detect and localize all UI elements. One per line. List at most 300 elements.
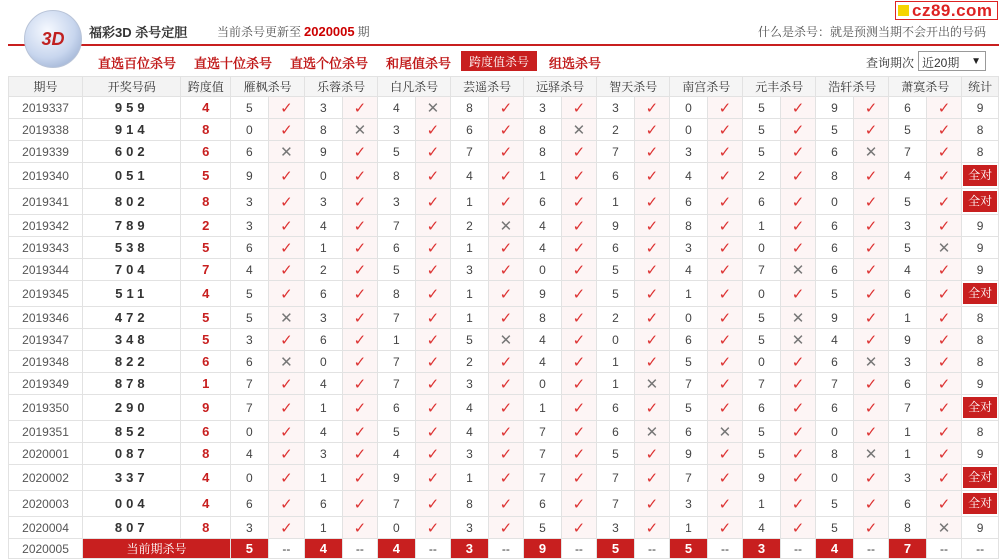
- check-mark-icon: ✓: [415, 491, 451, 517]
- kill-number-cell: 4: [378, 443, 416, 465]
- current-kill-number: 7: [889, 539, 927, 559]
- current-kill-number: 3: [451, 539, 489, 559]
- current-kill-number: 9: [524, 539, 562, 559]
- kill-number-cell: 9: [378, 465, 416, 491]
- check-mark-icon: ✓: [853, 189, 889, 215]
- check-mark-icon: ✓: [853, 465, 889, 491]
- table-row: [9, 237, 999, 259]
- check-mark-icon: ✓: [634, 517, 670, 539]
- issue-cell: 2019337: [9, 97, 83, 119]
- kill-number-cell: 8: [889, 517, 927, 539]
- check-mark-icon: ✓: [268, 517, 305, 539]
- check-mark-icon: ✓: [853, 329, 889, 351]
- check-mark-icon: ✓: [926, 421, 962, 443]
- check-mark-icon: ✓: [707, 215, 743, 237]
- kill-number-cell: 3: [305, 189, 343, 215]
- kill-number-cell: 5: [743, 443, 781, 465]
- query-period-value: 近20期: [922, 56, 960, 70]
- check-mark-icon: ✓: [561, 97, 597, 119]
- check-mark-icon: ✓: [853, 491, 889, 517]
- kill-number-cell: 6: [816, 351, 854, 373]
- draw-number-cell: 337: [83, 465, 181, 491]
- check-mark-icon: ✓: [415, 237, 451, 259]
- check-mark-icon: ✓: [634, 215, 670, 237]
- cross-mark-icon: ✕: [342, 119, 378, 141]
- check-mark-icon: ✓: [561, 491, 597, 517]
- check-mark-icon: ✓: [853, 97, 889, 119]
- kill-number-cell: 3: [305, 307, 343, 329]
- check-mark-icon: ✓: [488, 119, 524, 141]
- check-mark-icon: ✓: [488, 281, 524, 307]
- check-mark-icon: ✓: [707, 141, 743, 163]
- check-mark-icon: ✓: [415, 351, 451, 373]
- kill-number-cell: 3: [231, 517, 269, 539]
- kill-number-cell: 1: [305, 465, 343, 491]
- issue-cell: 2020003: [9, 491, 83, 517]
- table-header-row: [9, 77, 999, 97]
- current-kill-number: 4: [816, 539, 854, 559]
- check-mark-icon: ✓: [634, 119, 670, 141]
- kill-number-cell: 0: [743, 281, 781, 307]
- check-mark-icon: ✓: [415, 189, 451, 215]
- stat-cell: 8: [962, 307, 999, 329]
- issue-cell: 2019342: [9, 215, 83, 237]
- tab-hundreds-kill[interactable]: 直选百位杀号: [98, 56, 177, 71]
- draw-number-cell: 004: [83, 491, 181, 517]
- cross-mark-icon: ✕: [707, 421, 743, 443]
- kill-number-cell: 6: [305, 491, 343, 517]
- draw-number-cell: 852: [83, 421, 181, 443]
- tab-units-kill[interactable]: 直选个位杀号: [290, 56, 369, 71]
- kill-number-cell: 8: [451, 97, 489, 119]
- kill-number-cell: 7: [597, 491, 635, 517]
- check-mark-icon: ✓: [926, 163, 962, 189]
- kill-number-cell: 8: [816, 163, 854, 189]
- col-expert: 浩轩杀号: [816, 77, 889, 97]
- cross-mark-icon: ✕: [268, 307, 305, 329]
- col-expert: 萧寞杀号: [889, 77, 962, 97]
- stat-cell: [962, 395, 999, 421]
- check-mark-icon: ✓: [488, 351, 524, 373]
- check-mark-icon: ✓: [561, 351, 597, 373]
- table-row: [9, 141, 999, 163]
- table-row: [9, 329, 999, 351]
- span-value-cell: 5: [181, 163, 231, 189]
- kill-number-cell: 5: [231, 97, 269, 119]
- kill-number-cell: 4: [305, 373, 343, 395]
- stat-cell: 9: [962, 97, 999, 119]
- pending-result: --: [926, 539, 962, 559]
- stat-cell: 9: [962, 373, 999, 395]
- check-mark-icon: ✓: [268, 443, 305, 465]
- kill-number-cell: 1: [451, 307, 489, 329]
- pending-result: --: [488, 539, 524, 559]
- kill-number-cell: 5: [889, 237, 927, 259]
- check-mark-icon: ✓: [268, 189, 305, 215]
- logo-text: 3D: [41, 28, 65, 49]
- check-mark-icon: ✓: [415, 517, 451, 539]
- kill-number-cell: 5: [670, 395, 708, 421]
- table-row: [9, 443, 999, 465]
- check-mark-icon: ✓: [707, 237, 743, 259]
- check-mark-icon: ✓: [415, 421, 451, 443]
- check-mark-icon: ✓: [707, 373, 743, 395]
- tab-sum-tail-kill[interactable]: 和尾值杀号: [386, 56, 452, 71]
- span-value-cell: 8: [181, 443, 231, 465]
- stat-cell: 8: [962, 119, 999, 141]
- check-mark-icon: ✓: [415, 307, 451, 329]
- kill-number-cell: 6: [231, 351, 269, 373]
- all-correct-badge[interactable]: 全对: [963, 283, 997, 304]
- kill-number-cell: 6: [378, 237, 416, 259]
- stat-cell: 8: [962, 329, 999, 351]
- pending-result: --: [707, 539, 743, 559]
- kill-number-cell: 5: [597, 281, 635, 307]
- issue-cell: 2019340: [9, 163, 83, 189]
- span-value-cell: 7: [181, 259, 231, 281]
- kill-number-cell: 4: [231, 259, 269, 281]
- stat-cell: 8: [962, 351, 999, 373]
- kill-number-cell: 2: [743, 163, 781, 189]
- check-mark-icon: ✓: [707, 163, 743, 189]
- kill-number-cell: 6: [231, 491, 269, 517]
- check-mark-icon: ✓: [780, 141, 816, 163]
- span-value-cell: 8: [181, 189, 231, 215]
- col-draw: 开奖号码: [83, 77, 181, 97]
- kill-number-cell: 1: [597, 373, 635, 395]
- current-issue-cell: 2020005: [9, 539, 83, 559]
- kill-number-cell: 1: [670, 281, 708, 307]
- check-mark-icon: ✓: [415, 329, 451, 351]
- draw-number-cell: 789: [83, 215, 181, 237]
- kill-number-cell: 8: [524, 119, 562, 141]
- check-mark-icon: ✓: [268, 281, 305, 307]
- col-expert: 远驿杀号: [524, 77, 597, 97]
- draw-number-cell: 538: [83, 237, 181, 259]
- all-correct-badge[interactable]: 全对: [963, 493, 997, 514]
- kill-number-cell: 7: [231, 395, 269, 421]
- kill-number-cell: 3: [231, 329, 269, 351]
- kill-number-cell: 8: [451, 491, 489, 517]
- check-mark-icon: ✓: [634, 395, 670, 421]
- kill-number-cell: 8: [378, 281, 416, 307]
- check-mark-icon: ✓: [780, 517, 816, 539]
- site-logo[interactable]: [24, 10, 82, 68]
- kill-number-cell: 3: [524, 97, 562, 119]
- kill-number-cell: 3: [378, 119, 416, 141]
- kill-number-cell: 1: [889, 421, 927, 443]
- current-stat-cell: --: [962, 539, 999, 559]
- kill-number-cell: 5: [378, 141, 416, 163]
- kill-number-cell: 6: [451, 119, 489, 141]
- stat-cell: [962, 189, 999, 215]
- kill-number-cell: 9: [816, 307, 854, 329]
- check-mark-icon: ✓: [342, 421, 378, 443]
- kill-number-cell: 3: [305, 443, 343, 465]
- cross-mark-icon: ✕: [561, 119, 597, 141]
- pending-result: --: [415, 539, 451, 559]
- check-mark-icon: ✓: [634, 97, 670, 119]
- kill-number-cell: 6: [231, 237, 269, 259]
- check-mark-icon: ✓: [707, 119, 743, 141]
- kill-number-cell: 0: [305, 351, 343, 373]
- check-mark-icon: ✓: [634, 163, 670, 189]
- all-correct-badge[interactable]: 全对: [963, 165, 997, 186]
- kill-number-cell: 6: [597, 421, 635, 443]
- kill-number-cell: 0: [670, 97, 708, 119]
- kill-number-cell: 7: [670, 373, 708, 395]
- draw-number-cell: 087: [83, 443, 181, 465]
- check-mark-icon: ✓: [853, 517, 889, 539]
- draw-number-cell: 878: [83, 373, 181, 395]
- kill-number-cell: 0: [670, 119, 708, 141]
- check-mark-icon: ✓: [342, 141, 378, 163]
- check-mark-icon: ✓: [268, 491, 305, 517]
- kill-number-cell: 0: [816, 465, 854, 491]
- check-mark-icon: ✓: [707, 351, 743, 373]
- check-mark-icon: ✓: [926, 395, 962, 421]
- kill-number-cell: 3: [597, 517, 635, 539]
- kill-number-cell: 5: [743, 141, 781, 163]
- kill-number-cell: 6: [524, 491, 562, 517]
- kill-number-cell: 4: [451, 421, 489, 443]
- span-value-cell: 1: [181, 373, 231, 395]
- kill-number-cell: 6: [816, 237, 854, 259]
- kill-number-cell: 5: [231, 307, 269, 329]
- span-value-cell: 2: [181, 215, 231, 237]
- kill-number-cell: 5: [378, 259, 416, 281]
- check-mark-icon: ✓: [488, 395, 524, 421]
- kill-number-cell: 4: [451, 163, 489, 189]
- check-mark-icon: ✓: [268, 395, 305, 421]
- issue-cell: 2019345: [9, 281, 83, 307]
- check-mark-icon: ✓: [853, 421, 889, 443]
- check-mark-icon: ✓: [268, 373, 305, 395]
- issue-cell: 2019338: [9, 119, 83, 141]
- table-row: [9, 97, 999, 119]
- check-mark-icon: ✓: [488, 237, 524, 259]
- kill-number-cell: 0: [816, 189, 854, 215]
- kill-number-cell: 6: [597, 395, 635, 421]
- draw-number-cell: 704: [83, 259, 181, 281]
- check-mark-icon: ✓: [926, 491, 962, 517]
- kill-number-cell: 7: [670, 465, 708, 491]
- check-mark-icon: ✓: [634, 443, 670, 465]
- kill-number-cell: 0: [743, 237, 781, 259]
- kill-number-cell: 6: [816, 395, 854, 421]
- table-row: [9, 281, 999, 307]
- check-mark-icon: ✓: [853, 163, 889, 189]
- current-kill-number: 4: [378, 539, 416, 559]
- check-mark-icon: ✓: [634, 281, 670, 307]
- col-expert: 元丰杀号: [743, 77, 816, 97]
- table-row: [9, 163, 999, 189]
- cross-mark-icon: ✕: [853, 351, 889, 373]
- current-kill-label: 当前期杀号: [83, 539, 231, 559]
- check-mark-icon: ✓: [561, 395, 597, 421]
- kill-number-cell: 3: [451, 443, 489, 465]
- kill-number-cell: 2: [597, 119, 635, 141]
- kill-number-cell: 0: [597, 329, 635, 351]
- check-mark-icon: ✓: [780, 189, 816, 215]
- kill-number-cell: 1: [305, 517, 343, 539]
- check-mark-icon: ✓: [488, 307, 524, 329]
- check-mark-icon: ✓: [415, 465, 451, 491]
- check-mark-icon: ✓: [853, 259, 889, 281]
- kill-number-cell: 6: [816, 141, 854, 163]
- check-mark-icon: ✓: [488, 421, 524, 443]
- check-mark-icon: ✓: [342, 351, 378, 373]
- check-mark-icon: ✓: [561, 259, 597, 281]
- table-row: [9, 491, 999, 517]
- col-expert: 芸遥杀号: [451, 77, 524, 97]
- check-mark-icon: ✓: [780, 373, 816, 395]
- kill-number-cell: 3: [597, 97, 635, 119]
- check-mark-icon: ✓: [268, 119, 305, 141]
- kill-number-cell: 9: [597, 215, 635, 237]
- kill-number-cell: 0: [670, 307, 708, 329]
- kill-number-cell: 1: [451, 281, 489, 307]
- check-mark-icon: ✓: [926, 465, 962, 491]
- kill-number-cell: 8: [670, 215, 708, 237]
- kill-number-cell: 5: [524, 517, 562, 539]
- kill-number-cell: 4: [889, 163, 927, 189]
- kill-number-cell: 1: [743, 215, 781, 237]
- draw-number-cell: 807: [83, 517, 181, 539]
- issue-cell: 2019347: [9, 329, 83, 351]
- cross-mark-icon: ✕: [780, 307, 816, 329]
- check-mark-icon: ✓: [415, 215, 451, 237]
- all-correct-badge[interactable]: 全对: [963, 397, 997, 418]
- check-mark-icon: ✓: [415, 281, 451, 307]
- stat-cell: [962, 491, 999, 517]
- check-mark-icon: ✓: [634, 237, 670, 259]
- current-kill-number: 5: [597, 539, 635, 559]
- kill-number-cell: 4: [524, 351, 562, 373]
- kill-number-cell: 4: [231, 443, 269, 465]
- check-mark-icon: ✓: [268, 465, 305, 491]
- kill-number-cell: 5: [743, 421, 781, 443]
- kill-number-cell: 6: [670, 421, 708, 443]
- tab-group-kill[interactable]: 组选杀号: [549, 56, 602, 71]
- cross-mark-icon: ✕: [634, 373, 670, 395]
- span-value-cell: 5: [181, 307, 231, 329]
- kill-number-cell: 1: [451, 465, 489, 491]
- check-mark-icon: ✓: [780, 465, 816, 491]
- span-value-cell: 4: [181, 97, 231, 119]
- check-mark-icon: ✓: [342, 307, 378, 329]
- kill-number-cell: 7: [524, 421, 562, 443]
- kill-number-cell: 0: [231, 119, 269, 141]
- kill-number-cell: 5: [816, 281, 854, 307]
- check-mark-icon: ✓: [634, 259, 670, 281]
- current-issue-row: [9, 539, 999, 559]
- kill-number-cell: 6: [597, 163, 635, 189]
- cross-mark-icon: ✕: [415, 97, 451, 119]
- check-mark-icon: ✓: [634, 307, 670, 329]
- check-mark-icon: ✓: [488, 373, 524, 395]
- kill-number-cell: 2: [451, 351, 489, 373]
- span-value-cell: 6: [181, 351, 231, 373]
- check-mark-icon: ✓: [561, 237, 597, 259]
- query-period-select[interactable]: [918, 51, 986, 71]
- check-mark-icon: ✓: [415, 141, 451, 163]
- all-correct-badge[interactable]: 全对: [963, 467, 997, 488]
- current-kill-number: 4: [305, 539, 343, 559]
- cross-mark-icon: ✕: [268, 351, 305, 373]
- check-mark-icon: ✓: [926, 329, 962, 351]
- check-mark-icon: ✓: [853, 281, 889, 307]
- kill-number-cell: 6: [816, 215, 854, 237]
- kill-number-cell: 6: [231, 141, 269, 163]
- check-mark-icon: ✓: [707, 259, 743, 281]
- kill-number-cell: 0: [524, 259, 562, 281]
- kill-number-cell: 7: [597, 465, 635, 491]
- kill-number-cell: 7: [231, 373, 269, 395]
- check-mark-icon: ✓: [561, 215, 597, 237]
- kill-number-cell: 0: [816, 421, 854, 443]
- current-kill-number: 5: [231, 539, 269, 559]
- check-mark-icon: ✓: [780, 351, 816, 373]
- check-mark-icon: ✓: [488, 141, 524, 163]
- kill-number-cell: 8: [378, 163, 416, 189]
- cross-mark-icon: ✕: [926, 517, 962, 539]
- check-mark-icon: ✓: [853, 373, 889, 395]
- check-mark-icon: ✓: [488, 465, 524, 491]
- cross-mark-icon: ✕: [488, 329, 524, 351]
- check-mark-icon: ✓: [342, 373, 378, 395]
- query-label: 查询期次: [866, 56, 915, 70]
- check-mark-icon: ✓: [780, 421, 816, 443]
- kill-number-cell: 4: [524, 237, 562, 259]
- check-mark-icon: ✓: [561, 281, 597, 307]
- page-title: [89, 22, 187, 41]
- watermark-text: cz89.com: [912, 0, 993, 20]
- current-kill-number: 5: [670, 539, 708, 559]
- check-mark-icon: ✓: [561, 443, 597, 465]
- check-mark-icon: ✓: [342, 395, 378, 421]
- kill-number-cell: 7: [597, 141, 635, 163]
- issue-cell: 2019351: [9, 421, 83, 443]
- kill-number-cell: 5: [670, 351, 708, 373]
- check-mark-icon: ✓: [707, 443, 743, 465]
- check-mark-icon: ✓: [853, 395, 889, 421]
- tab-span-kill[interactable]: 跨度值杀号: [461, 51, 537, 71]
- kill-number-cell: 7: [524, 443, 562, 465]
- table-row: [9, 351, 999, 373]
- all-correct-badge[interactable]: 全对: [963, 191, 997, 212]
- kill-number-cell: 1: [524, 395, 562, 421]
- check-mark-icon: ✓: [415, 259, 451, 281]
- kill-number-cell: 5: [743, 97, 781, 119]
- check-mark-icon: ✓: [488, 259, 524, 281]
- kill-number-cell: 5: [451, 329, 489, 351]
- kill-number-cell: 9: [743, 465, 781, 491]
- kill-number-cell: 6: [305, 281, 343, 307]
- col-expert: 乐蓉杀号: [305, 77, 378, 97]
- kill-number-cell: 3: [451, 259, 489, 281]
- stat-cell: [962, 465, 999, 491]
- kill-number-cell: 5: [816, 517, 854, 539]
- kill-number-cell: 4: [451, 395, 489, 421]
- cross-mark-icon: ✕: [853, 141, 889, 163]
- check-mark-icon: ✓: [707, 189, 743, 215]
- check-mark-icon: ✓: [926, 141, 962, 163]
- tab-tens-kill[interactable]: 直选十位杀号: [194, 56, 273, 71]
- kill-number-cell: 8: [305, 119, 343, 141]
- kill-number-cell: 5: [378, 421, 416, 443]
- kill-number-cell: 0: [231, 421, 269, 443]
